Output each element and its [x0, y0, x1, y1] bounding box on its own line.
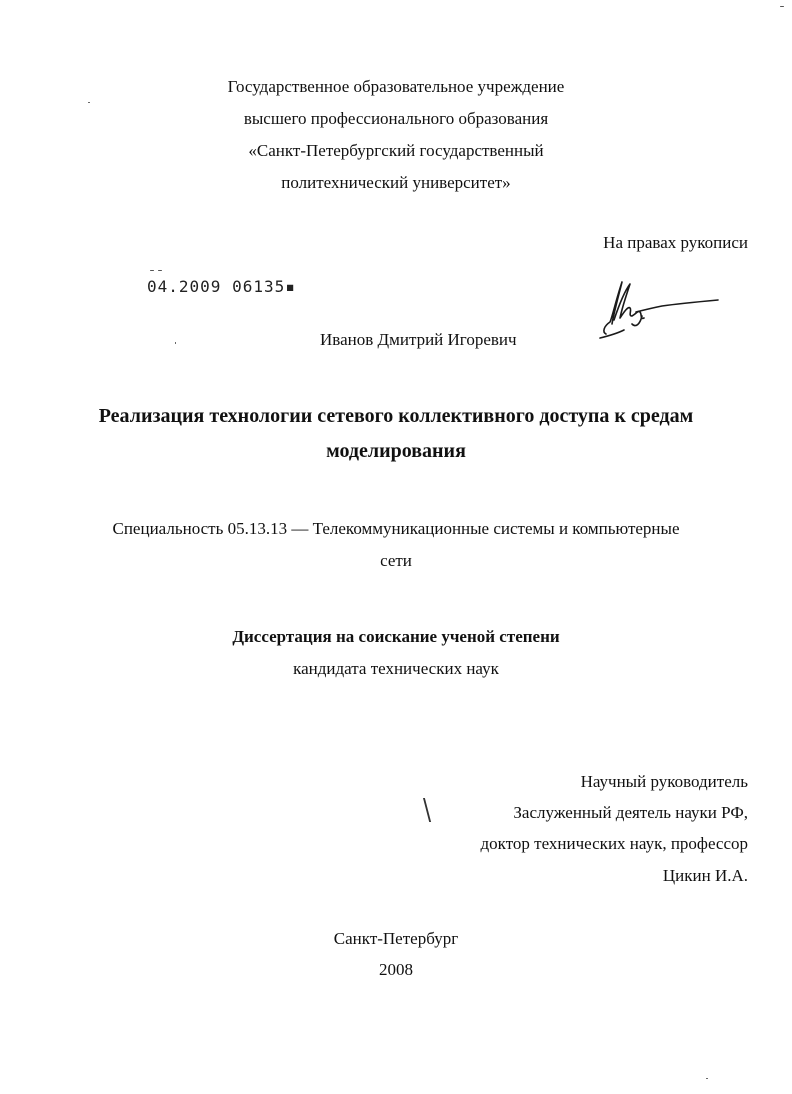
scan-speck	[150, 270, 154, 271]
signature-stroke	[636, 300, 718, 312]
supervisor-title-2: доктор технических наук, профессор	[480, 834, 748, 853]
degree-heading: Диссертация на соискание ученой степени	[232, 627, 560, 646]
scan-speck	[780, 6, 784, 7]
supervisor-name: Цикин И.А.	[662, 866, 748, 885]
scan-speck	[88, 102, 90, 103]
thesis-title-line-1: Реализация технологии сетевого коллективного доступа к средам	[98, 405, 694, 427]
specialty-line-1: Специальность 05.13.13 — Телекоммуникационные системы и компьютерные	[112, 519, 680, 538]
archive-stamp-text: 04.2009 06135	[147, 277, 286, 296]
institution-line-1: Государственное образовательное учреждение	[227, 77, 565, 96]
institution-line-3: «Санкт-Петербургский государственный	[248, 141, 544, 160]
degree-subtitle: кандидата технических наук	[293, 659, 499, 678]
author-name: Иванов Дмитрий Игоревич	[320, 330, 517, 349]
specialty-line-2: сети	[380, 551, 412, 570]
signature-stroke	[614, 284, 644, 320]
stamp-dot-icon: ▪	[285, 277, 296, 296]
thesis-title-line-2: моделирования	[326, 440, 466, 462]
scan-speck	[175, 342, 176, 344]
institution-line-4: политехнический университет»	[281, 173, 511, 192]
archive-stamp-number	[147, 277, 296, 296]
scan-speck	[706, 1078, 708, 1079]
supervisor-title-1: Заслуженный деятель науки РФ,	[513, 803, 748, 822]
signature-stroke	[604, 282, 622, 334]
footer-city: Санкт-Петербург	[333, 929, 459, 948]
footer-year: 2008	[379, 960, 413, 979]
supervisor-label: Научный руководитель	[580, 772, 748, 791]
manuscript-note: На правах рукописи	[603, 233, 748, 252]
margin-bracket-mark: \	[423, 793, 432, 827]
institution-line-2: высшего профессионального образования	[243, 109, 549, 128]
scan-speck	[158, 270, 162, 271]
signature-stroke	[632, 316, 642, 326]
author-signature	[596, 278, 726, 342]
